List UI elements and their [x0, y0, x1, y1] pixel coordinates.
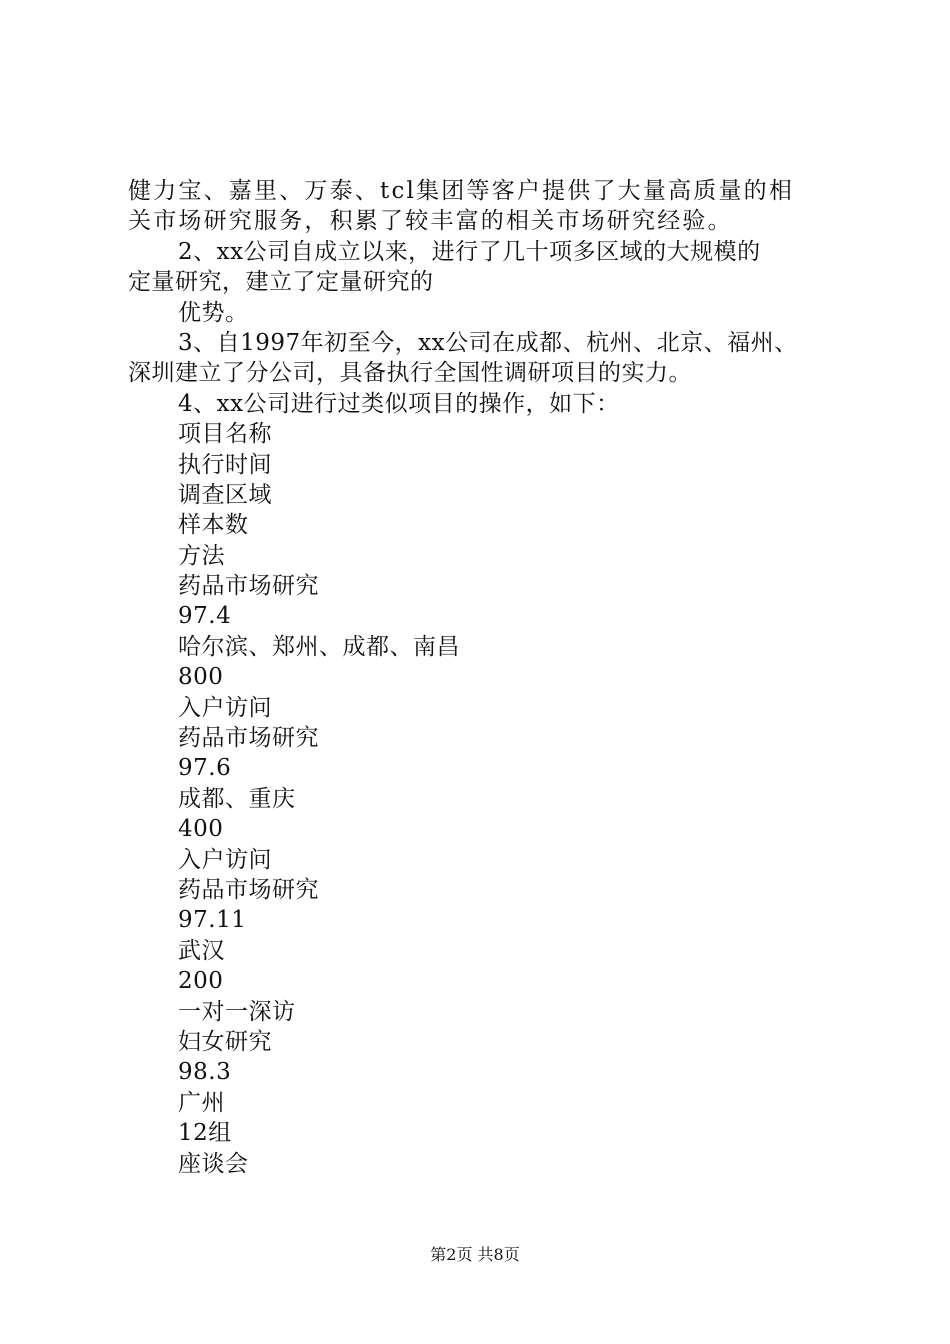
table-cell: 项目名称 — [178, 421, 272, 448]
table-cell: 妇女研究 — [178, 1028, 272, 1055]
table-cell: 800 — [178, 664, 224, 691]
table-cell: 样本数 — [178, 512, 249, 539]
paragraph-4-line-1: 4、xx公司进行过类似项目的操作，如下： — [178, 390, 620, 417]
paragraph-2-line-2: 定量研究，建立了定量研究的 — [128, 269, 434, 296]
table-cell: 97.11 — [178, 907, 247, 934]
table-cell: 哈尔滨、郑州、成都、南昌 — [178, 633, 460, 660]
table-cell: 入户访问 — [178, 846, 272, 873]
paragraph-2-line-3: 优势。 — [178, 299, 249, 326]
table-cell: 成都、重庆 — [178, 785, 296, 812]
paragraph-3-line-2: 深圳建立了分公司，具备执行全国性调研项目的实力。 — [128, 360, 692, 387]
table-cell: 98.3 — [178, 1059, 232, 1086]
table-cell: 400 — [178, 816, 224, 843]
table-cell: 座谈会 — [178, 1150, 249, 1177]
table-cell: 方法 — [178, 542, 225, 569]
paragraph-3-line-1: 3、自1997年初至今，xx公司在成都、杭州、北京、福州、 — [178, 329, 798, 356]
table-cell: 药品市场研究 — [178, 876, 319, 903]
table-cell: 97.6 — [178, 755, 232, 782]
project-table-cells — [128, 419, 838, 1179]
table-cell: 执行时间 — [178, 451, 272, 478]
paragraph-2-line-1: 2、xx公司自成立以来，进行了几十项多区域的大规模的 — [178, 238, 761, 265]
table-cell: 97.4 — [178, 603, 232, 630]
table-cell: 调查区域 — [178, 481, 272, 508]
table-cell: 200 — [178, 968, 224, 995]
table-cell: 药品市场研究 — [178, 573, 319, 600]
document-body — [128, 176, 838, 1179]
table-cell: 12组 — [178, 1120, 232, 1147]
table-cell: 入户访问 — [178, 694, 272, 721]
paragraph-1-line-1: 健力宝、嘉里、万泰、tcl集团等客户提供了大量高质量的相 — [128, 178, 795, 204]
table-cell: 广州 — [178, 1089, 225, 1116]
page-number-footer: 第2页 共8页 — [430, 1245, 520, 1264]
table-cell: 武汉 — [178, 937, 225, 964]
paragraph-1-line-2: 关市场研究服务，积累了较丰富的相关市场研究经验。 — [128, 208, 733, 235]
table-cell: 药品市场研究 — [178, 725, 319, 752]
table-cell: 一对一深访 — [178, 998, 296, 1025]
